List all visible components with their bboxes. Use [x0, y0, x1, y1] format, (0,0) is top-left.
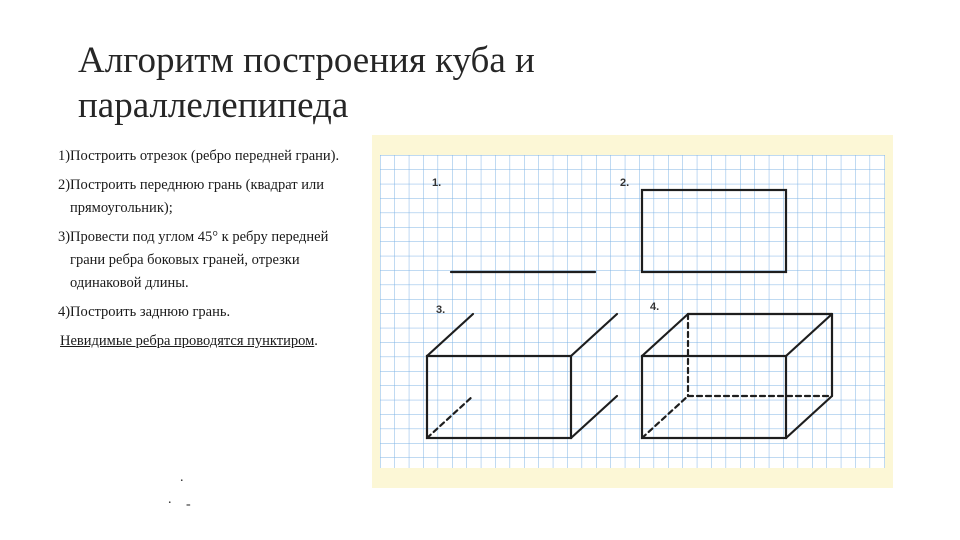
grid-lines — [380, 155, 885, 468]
step-text: Построить заднюю грань. — [70, 304, 231, 320]
construction-drawing — [372, 135, 893, 488]
stray-mark: - — [186, 497, 191, 512]
hidden-edges-note — [58, 330, 363, 353]
stray-mark: . — [180, 470, 184, 485]
step-3 — [58, 226, 363, 295]
step-number: 3) — [58, 229, 71, 245]
step-text: Построить переднюю грань (квадрат или прямоугольник); — [70, 177, 324, 216]
step-2 — [58, 174, 363, 220]
step-number: 1) — [58, 148, 71, 164]
figure-label-4: 4. — [650, 301, 660, 313]
step-4 — [58, 301, 363, 324]
step-number: 2) — [58, 177, 71, 193]
step-text: Провести под углом 45° к ребру передней грани ребра боковых граней, отрезки одинаковой длины. — [70, 229, 329, 291]
figure-label-2: 2. — [620, 177, 630, 189]
stray-mark: . — [168, 492, 172, 507]
construction-figure — [372, 135, 893, 488]
steps-list — [58, 145, 363, 353]
note-underlined-text: Невидимые ребра проводятся пунктиром — [60, 333, 315, 349]
figure-label-1: 1. — [432, 177, 442, 189]
step-text: Построить отрезок (ребро передней грани). — [70, 148, 340, 164]
step-1 — [58, 145, 363, 168]
slide-title: Алгоритм построения куба и параллелепипеда — [78, 40, 535, 126]
figure-label-3: 3. — [436, 304, 446, 316]
note-tail: . — [314, 333, 318, 349]
step-number: 4) — [58, 304, 71, 320]
